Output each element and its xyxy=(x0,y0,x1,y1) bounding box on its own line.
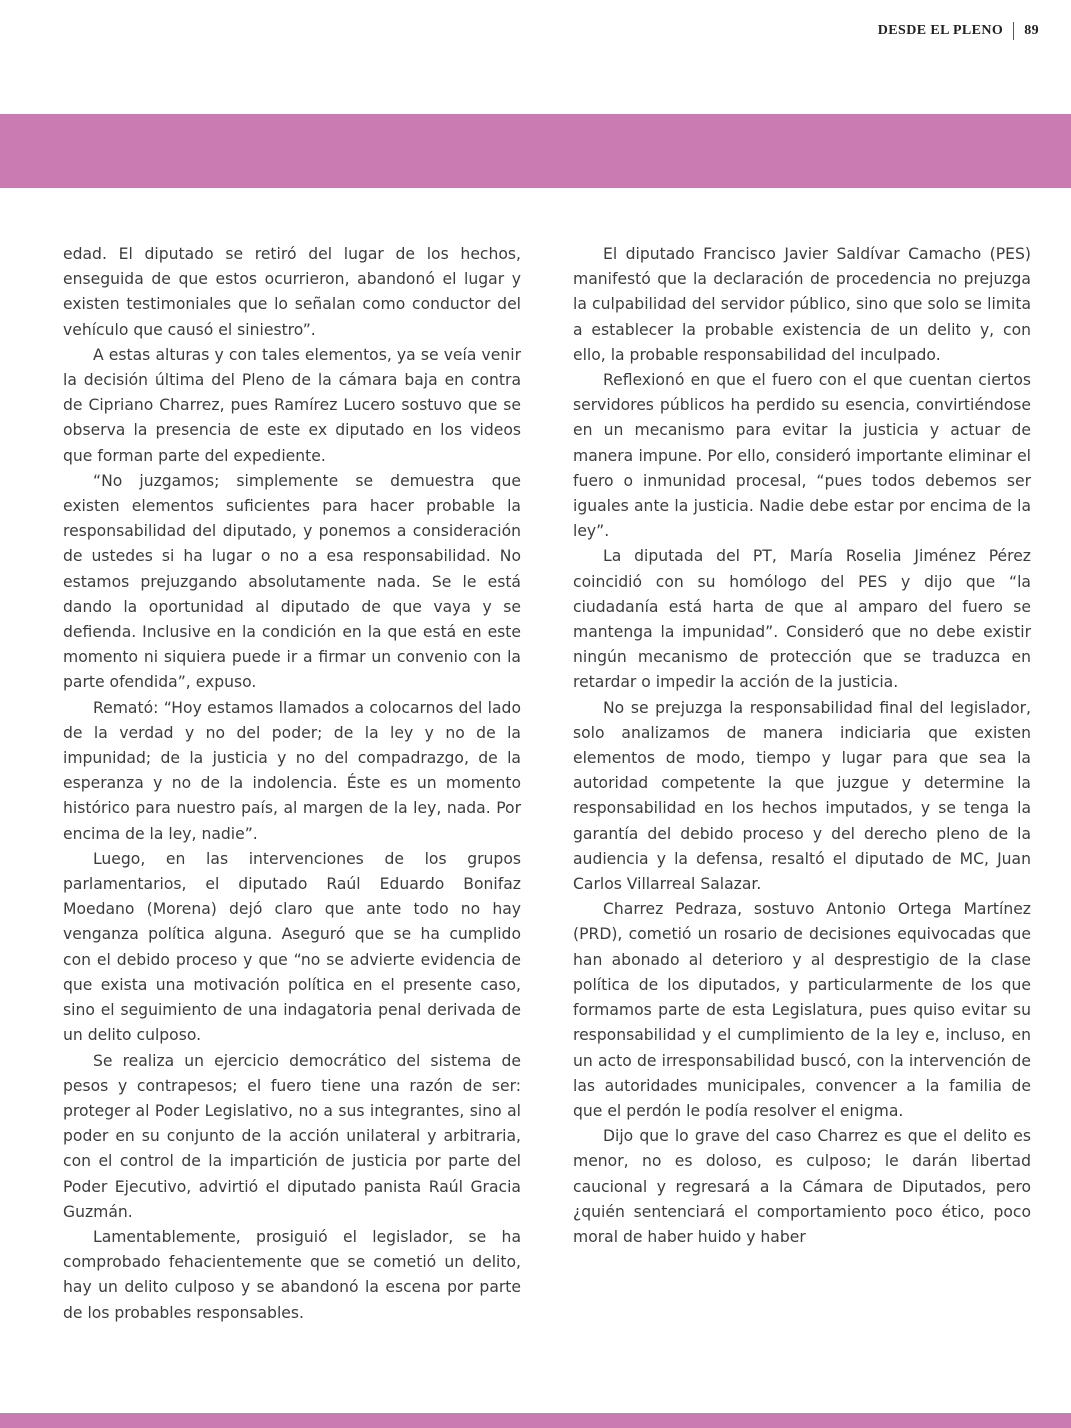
running-header xyxy=(878,22,1039,40)
paragraph: Se realiza un ejercicio democrático del sistema de pesos y contrapesos; el fuero tiene una razón de ser: proteger al Poder Legislativo, no a sus integrantes, sino al poder en su conjunto de la acción unilateral y arbitraria, con el control de la impartición de justicia por parte del Poder Ejecutivo, advirtió el diputado panista Raúl Gracia Guzmán. xyxy=(63,1051,521,1221)
paragraph: Charrez Pedraza, sostuvo Antonio Ortega Martínez (PRD), cometió un rosario de decisiones equivocadas que han abonado al deterioro y al desprestigio de la clase política de los diputados, y particularmente de los que formamos parte de esta Legislatura, pues quiso evitar su responsabilidad y el cumplimiento de la ley e, incluso, en un acto de irresponsabilidad buscó, con la intervención de las autoridades municipales, convencer a la familia de que el perdón le podía resolver el enigma. xyxy=(573,900,1031,1120)
paragraph: Dijo que lo grave del caso Charrez es que el delito es menor, no es doloso, es culposo; le darán libertad caucional y regresará a la Cámara de Diputados, pero ¿quién sentenciará el comportamiento poco ético, poco moral de haber huido y haber xyxy=(573,1127,1031,1246)
paragraph: edad. El diputado se retiró del lugar de los hechos, enseguida de que estos ocurrieron, abandonó el lugar y existen testimoniales que lo señalan como conductor del vehículo que causó el siniestro”. xyxy=(63,245,521,339)
page-number: 89 xyxy=(1024,23,1039,38)
paragraph: “No juzgamos; simplemente se demuestra que existen elementos suficientes para hacer probable la responsabilidad del diputado, y ponemos a consideración de ustedes si ha lugar o no a esa responsabilidad. No estamos prejuzgando absolutamente nada. Se le está dando la oportunidad al diputado de que vaya y se defienda. Inclusive en la condición en la que está en este momento ni siquiera puede ir a firmar un convenio con la parte ofendida”, expuso. xyxy=(63,471,521,692)
paragraph: No se prejuzga la responsabilidad final del legislador, solo analizamos de manera indiciaria que existen elementos de modo, tiempo y lugar para que sea la autoridad competente la que juzgue y determine la responsabilidad en los hechos imputados, y se tenga la garantía del debido proceso y del derecho pleno de la audiencia y la defensa, resaltó el diputado de MC, Juan Carlos Villarreal Salazar. xyxy=(573,698,1031,894)
section-title: DESDE EL PLENO xyxy=(877,23,1004,38)
bottom-color-band xyxy=(0,1413,1071,1428)
paragraph: Reflexionó en que el fuero con el que cuentan ciertos servidores públicos ha perdido su esencia, convirtiéndose en un mecanismo para evitar la justicia y actuar de manera impune. Por ello, consideró importante eliminar el fuero o inmunidad procesal, “pues todos debemos ser iguales ante la justicia. Nadie debe estar por encima de la ley”. xyxy=(573,371,1031,541)
header-divider xyxy=(1013,22,1014,40)
top-color-band xyxy=(0,114,1071,188)
left-column xyxy=(63,242,521,1326)
paragraph: Luego, en las intervenciones de los grupos parlamentarios, el diputado Raúl Eduardo Bonifaz Moedano (Morena) dejó claro que ante todo no hay venganza política alguna. Aseguró que se ha cumplido con el debido proceso y que “no se advierte evidencia de que exista una motivación política en el presente caso, sino el seguimiento de una indagatoria penal derivada de un delito culposo. xyxy=(63,849,521,1045)
paragraph: Lamentablemente, prosiguió el legislador, se ha comprobado fehacientemente que se cometió un delito, hay un delito culposo y se abandonó la escena por parte de los probables responsables. xyxy=(63,1227,521,1322)
paragraph: A estas alturas y con tales elementos, ya se veía venir la decisión última del Pleno de la cámara baja en contra de Cipriano Charrez, pues Ramírez Lucero sostuvo que se observa la presencia de este ex diputado en los videos que forman parte del expediente. xyxy=(63,345,521,465)
right-column xyxy=(573,242,1031,1250)
paragraph: La diputada del PT, María Roselia Jiménez Pérez coincidió con su homólogo del PES y dijo que “la ciudadanía está harta de que al amparo del fuero se mantenga la impunidad”. Consideró que no debe existir ningún mecanismo de protección que se traduzca en retardar o impedir la acción de la justicia. xyxy=(573,547,1031,692)
paragraph: Remató: “Hoy estamos llamados a colocarnos del lado de la verdad y no del poder; de la ley y no de la impunidad; de la justicia y no del compadrazgo, de la esperanza y no de la indolencia. Éste es un momento histórico para nuestro país, al margen de la ley, nada. Por encima de la ley, nadie”. xyxy=(63,698,521,843)
paragraph: El diputado Francisco Javier Saldívar Camacho (PES) manifestó que la declaración de procedencia no prejuzga la culpabilidad del servidor público, sino que solo se limita a establecer la probable existencia de un delito y, con ello, la probable responsabilidad del inculpado. xyxy=(573,245,1031,364)
